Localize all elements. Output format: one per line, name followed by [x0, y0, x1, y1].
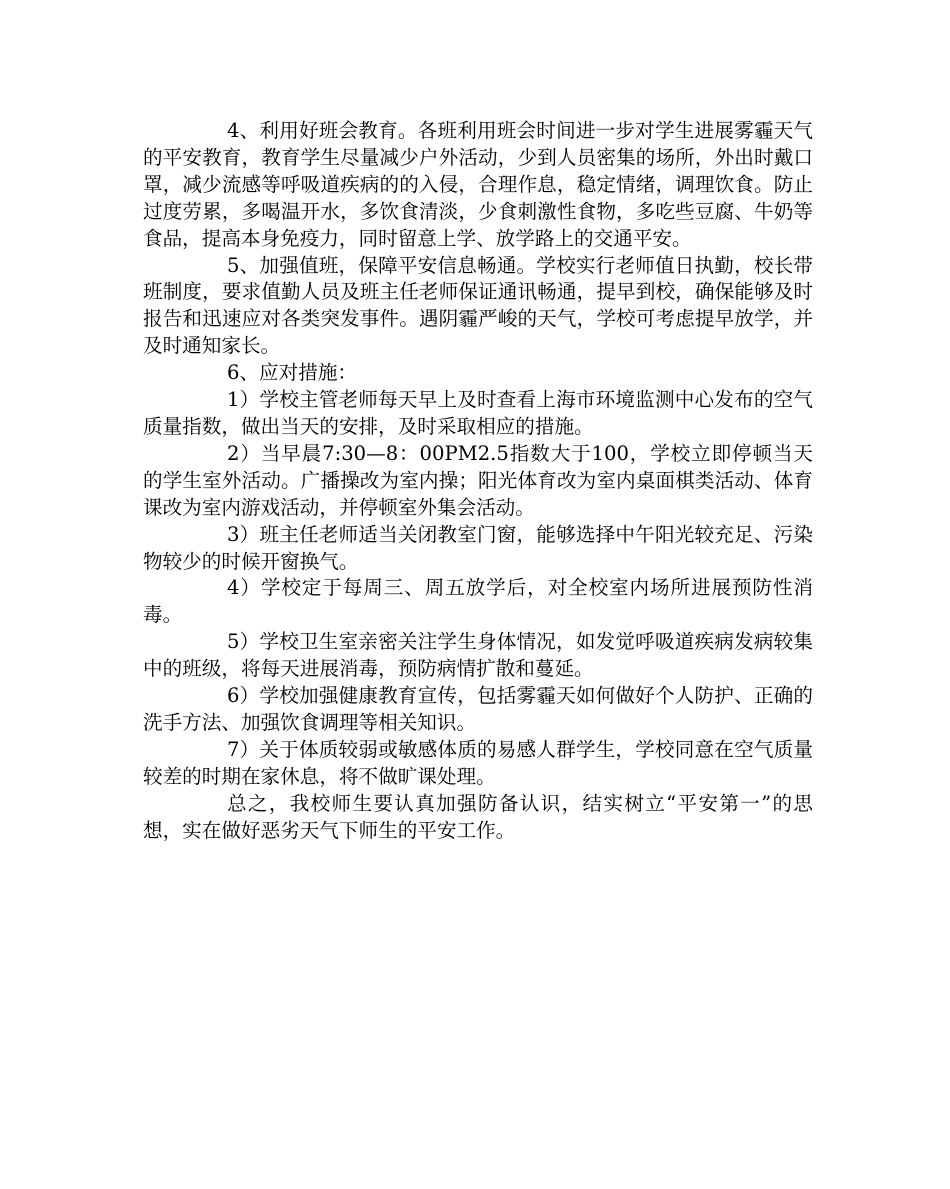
document-body: [143, 118, 813, 844]
paragraph-response-measures-heading: 6、应对措施：: [227, 361, 358, 385]
paragraph-measure-7: 7）关于体质较弱或敏感体质的易感人群学生，学校同意在空气质量较差的时期在家休息，将不做旷课处理。: [143, 737, 813, 788]
paragraph-measure-4: 4）学校定于每周三、周五放学后，对全校室内场所进展预防性消毒。: [143, 576, 813, 627]
paragraph-measure-5: 5）学校卫生室亲密关注学生身体情况，如发觉呼吸道疾病发病较集中的班级，将每天进展消毒，预防病情扩散和蔓延。: [143, 630, 813, 681]
paragraph-measure-3: 3）班主任老师适当关闭教室门窗，能够选择中午阳光较充足、污染物较少的时候开窗换气。: [143, 522, 813, 573]
paragraph-duty-shift: 5、加强值班，保障平安信息畅通。学校实行老师值日执勤，校长带班制度，要求值勤人员及班主任老师保证通讯畅通，提早到校，确保能够及时报告和迅速应对各类突发事件。遇阴霾严峻的天气，学校可考虑提早放学，并及时通知家长。: [143, 253, 813, 358]
paragraph-class-meeting-education: 4、利用好班会教育。各班利用班会时间进一步对学生进展雾霾天气的平安教育，教育学生尽量减少户外活动，少到人员密集的场所，外出时戴口罩，减少流感等呼吸道疾病的的入侵，合理作息，稳定情绪，调理饮食。防止过度劳累，多喝温开水，多饮食清淡，少食刺激性食物，多吃些豆腐、牛奶等食品，提高本身免疫力，同时留意上学、放学路上的交通平安。: [143, 119, 813, 250]
paragraph-conclusion: 总之，我校师生要认真加强防备认识，结实树立“平安第一”的思想，实在做好恶劣天气下师生的平安工作。: [143, 791, 813, 842]
paragraph-measure-6: 6）学校加强健康教育宣传，包括雾霾天如何做好个人防护、正确的洗手方法、加强饮食调理等相关知识。: [143, 684, 813, 734]
paragraph-measure-2: 2）当早晨7:30—8：00PM2.5指数大于100，学校立即停顿当天的学生室外活动。广播操改为室内操；阳光体育改为室内桌面棋类活动、体育课改为室内游戏活动，并停顿室外集会活动。: [143, 441, 813, 519]
paragraph-measure-1: 1）学校主管老师每天早上及时查看上海市环境监测中心发布的空气质量指数，做出当天的安排，及时采取相应的措施。: [143, 388, 813, 438]
